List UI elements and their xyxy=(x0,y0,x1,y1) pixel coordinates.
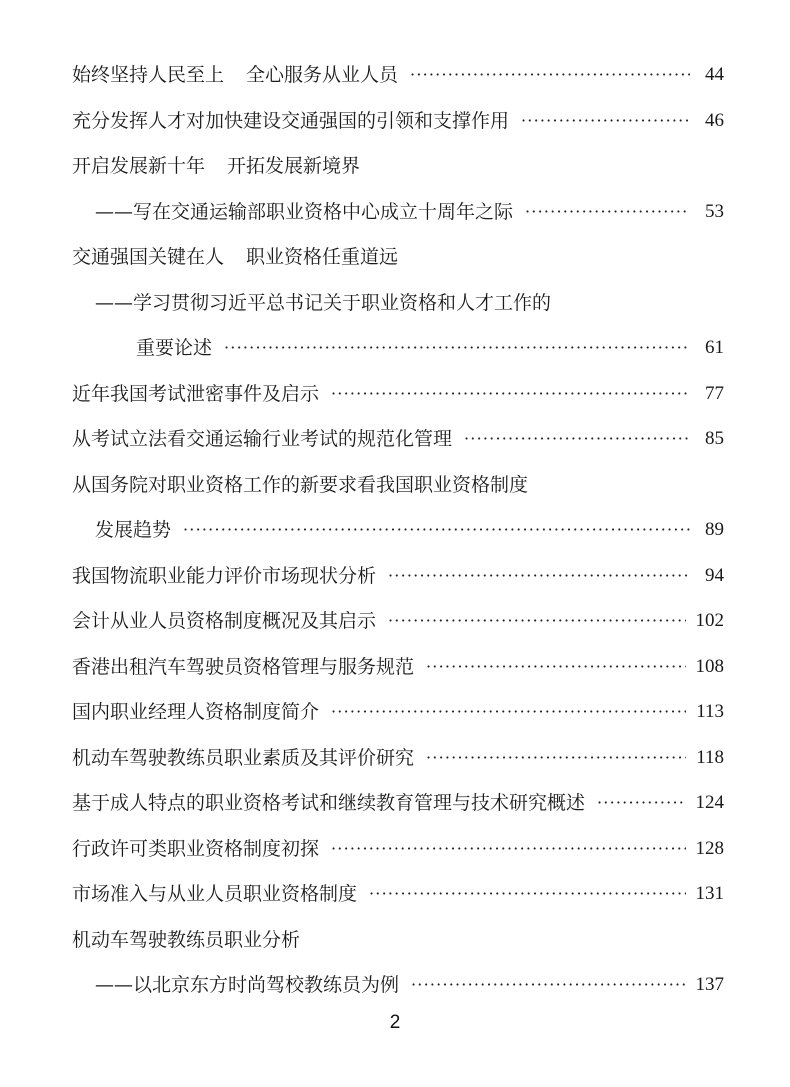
toc-entry-title: 香港出租汽车驾驶员资格管理与服务规范 xyxy=(72,656,415,678)
toc-entry-page: 113 xyxy=(696,701,724,722)
toc-entry[interactable] xyxy=(72,106,724,136)
toc-entry[interactable] xyxy=(72,424,724,454)
toc-entry[interactable] xyxy=(72,60,724,90)
dot-leader xyxy=(411,970,685,1000)
toc-entry[interactable] xyxy=(72,606,724,636)
toc-entry-page: 137 xyxy=(695,974,724,995)
toc-entry-page: 53 xyxy=(705,201,724,222)
page-number: 2 xyxy=(389,1012,401,1033)
toc-entry-title: 开启发展新十年 开拓发展新境界 xyxy=(72,155,361,177)
toc-entry-page: 118 xyxy=(696,747,724,768)
toc-entry[interactable] xyxy=(72,652,724,682)
toc-entry-page: 89 xyxy=(705,519,724,540)
toc-entry-title: 机动车驾驶教练员职业分析 xyxy=(72,929,301,951)
toc-entry-title: ——写在交通运输部职业资格中心成立十周年之际 xyxy=(95,201,514,223)
dot-leader xyxy=(224,333,690,363)
dot-leader xyxy=(331,697,686,727)
toc-entry-page: 77 xyxy=(705,383,724,404)
toc-entry[interactable] xyxy=(72,834,724,864)
toc-entry-subtitle[interactable] xyxy=(95,288,724,318)
dot-leader xyxy=(525,197,690,227)
toc-entry-page: 128 xyxy=(695,838,724,859)
toc-entry-title: 重要论述 xyxy=(136,337,213,359)
toc-entry[interactable] xyxy=(72,743,724,773)
toc-entry-title: 行政许可类职业资格制度初探 xyxy=(72,838,320,860)
dot-leader xyxy=(388,606,685,636)
dot-leader xyxy=(331,834,685,864)
toc-entry[interactable] xyxy=(72,788,724,818)
toc-entry-title: 始终坚持人民至上 全心服务从业人员 xyxy=(72,64,399,86)
toc-entry-title: 国内职业经理人资格制度简介 xyxy=(72,701,320,723)
toc-entry-heading[interactable] xyxy=(72,151,724,181)
toc-entry-title: 从考试立法看交通运输行业考试的规范化管理 xyxy=(72,428,453,450)
toc-entry-page: 124 xyxy=(695,792,724,813)
dot-leader xyxy=(331,379,690,409)
toc-entry-page: 44 xyxy=(705,64,724,85)
toc-entry-continuation[interactable] xyxy=(95,515,724,545)
toc-entry-heading[interactable] xyxy=(72,925,724,955)
toc-entry-page: 61 xyxy=(705,337,724,358)
toc-entry-page: 108 xyxy=(695,656,724,677)
toc-entry-title: ——以北京东方时尚驾校教练员为例 xyxy=(95,974,400,996)
toc-entry-page: 94 xyxy=(705,565,724,586)
toc-entry-title: 交通强国关键在人 职业资格任重道远 xyxy=(72,246,399,268)
toc-entry[interactable] xyxy=(72,879,724,909)
toc-entry-title: 机动车驾驶教练员职业素质及其评价研究 xyxy=(72,747,415,769)
toc-entry-title: 发展趋势 xyxy=(95,519,172,541)
toc-entry-subtitle[interactable] xyxy=(95,197,724,227)
toc-entry-page: 131 xyxy=(695,883,724,904)
dot-leader xyxy=(464,424,690,454)
dot-leader xyxy=(183,515,690,545)
toc-entry[interactable] xyxy=(72,561,724,591)
toc-entry-title: 基于成人特点的职业资格考试和继续教育管理与技术研究概述 xyxy=(72,792,586,814)
toc-entry-subtitle[interactable] xyxy=(95,970,724,1000)
dot-leader xyxy=(410,60,690,90)
toc-entry-page: 46 xyxy=(705,110,724,131)
toc-entry-title: ——学习贯彻习近平总书记关于职业资格和人才工作的 xyxy=(95,292,552,314)
toc-entry[interactable] xyxy=(72,697,724,727)
toc-entry-title: 近年我国考试泄密事件及启示 xyxy=(72,383,320,405)
dot-leader xyxy=(426,743,686,773)
toc-entry-title: 会计从业人员资格制度概况及其启示 xyxy=(72,610,377,632)
toc-entry-page: 85 xyxy=(705,428,724,449)
toc-entry-page: 102 xyxy=(695,610,724,631)
dot-leader xyxy=(426,652,685,682)
toc-entry-heading[interactable] xyxy=(72,242,724,272)
dot-leader xyxy=(521,106,690,136)
dot-leader xyxy=(597,788,685,818)
toc-entry-continuation[interactable] xyxy=(136,333,724,363)
toc-entry-title: 充分发挥人才对加快建设交通强国的引领和支撑作用 xyxy=(72,110,510,132)
toc-entry[interactable] xyxy=(72,379,724,409)
dot-leader xyxy=(369,879,685,909)
toc-entry-title: 从国务院对职业资格工作的新要求看我国职业资格制度 xyxy=(72,474,529,496)
toc-entry-title: 我国物流职业能力评价市场现状分析 xyxy=(72,565,377,587)
dot-leader xyxy=(388,561,690,591)
toc-entry-heading[interactable] xyxy=(72,470,724,500)
toc-entry-title: 市场准入与从业人员职业资格制度 xyxy=(72,883,358,905)
